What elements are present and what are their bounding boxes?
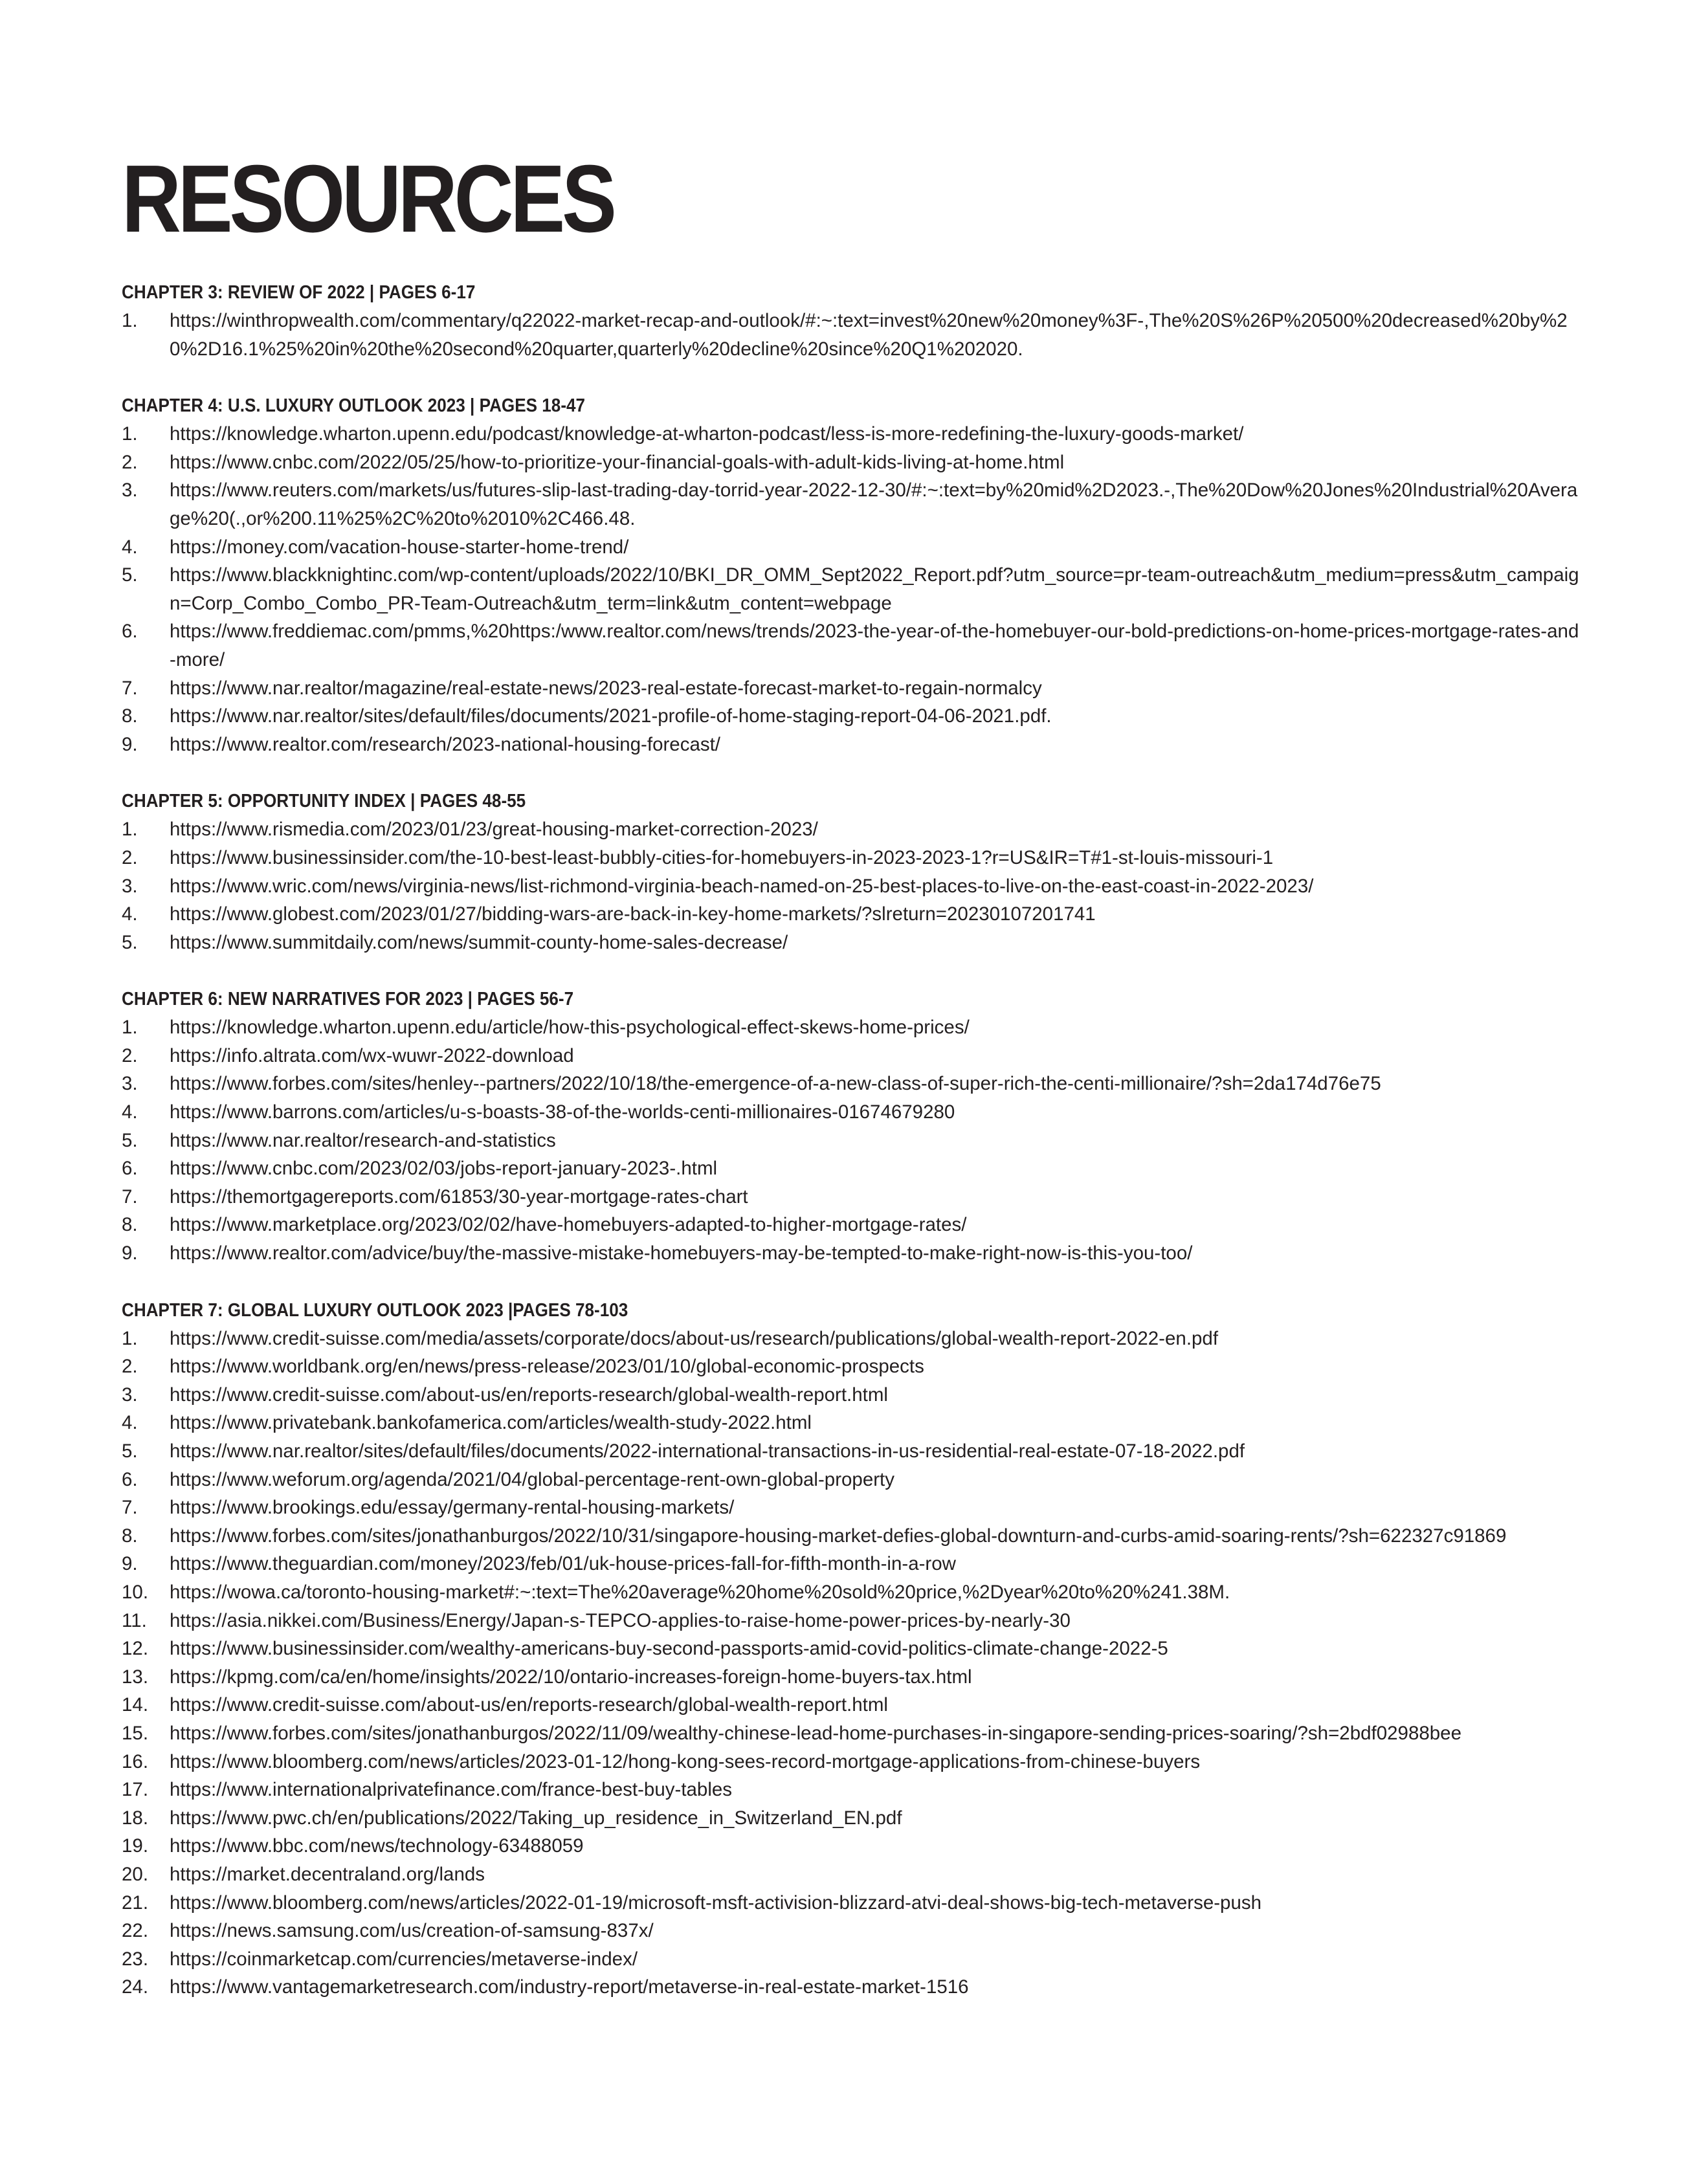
reference-item: [122, 815, 1581, 844]
reference-number: 3.: [122, 1384, 138, 1406]
reference-link[interactable]: https://www.wric.com/news/virginia-news/list-richmond-virginia-beach-named-on-25-best-places-to-live-on-the-east-coast-in-2022-2023/: [170, 875, 1314, 897]
reference-number: 6.: [122, 1468, 138, 1490]
reference-item: [122, 702, 1581, 731]
chapter-section: [122, 392, 1581, 758]
reference-item: [122, 533, 1581, 562]
reference-link[interactable]: https://news.samsung.com/us/creation-of-samsung-837x/: [170, 1920, 654, 1942]
reference-link[interactable]: https://market.decentraland.org/lands: [170, 1863, 485, 1885]
reference-link[interactable]: https://www.bloomberg.com/news/articles/2023-01-12/hong-kong-sees-record-mortgage-applications-from-chinese-buyers: [170, 1750, 1201, 1772]
reference-link[interactable]: https://asia.nikkei.com/Business/Energy/Japan-s-TEPCO-applies-to-raise-home-power-prices-by-nearly-30: [170, 1609, 1071, 1631]
reference-number: 16.: [122, 1750, 149, 1772]
reference-number: 7.: [122, 677, 138, 699]
reference-link[interactable]: https://www.nar.realtor/research-and-statistics: [170, 1129, 556, 1151]
reference-number: 22.: [122, 1920, 149, 1942]
reference-number: 5.: [122, 1129, 138, 1151]
reference-item: [122, 1325, 1581, 1353]
reference-number: 7.: [122, 1497, 138, 1519]
page-title: RESOURCES: [122, 146, 614, 252]
reference-item: [122, 872, 1581, 901]
reference-link[interactable]: https://www.marketplace.org/2023/02/02/have-homebuyers-adapted-to-higher-mortgage-rates/: [170, 1214, 967, 1236]
reference-link[interactable]: https://themortgagereports.com/61853/30-year-mortgage-rates-chart: [170, 1186, 748, 1208]
chapter-list: [122, 278, 1581, 2002]
reference-item: [122, 1466, 1581, 1494]
reference-link[interactable]: https://www.brookings.edu/essay/germany-rental-housing-markets/: [170, 1497, 735, 1519]
reference-number: 12.: [122, 1638, 149, 1660]
reference-link[interactable]: https://www.businessinsider.com/wealthy-americans-buy-second-passports-amid-covid-politics-climate-change-2022-5: [170, 1638, 1168, 1660]
reference-link[interactable]: https://www.cnbc.com/2022/05/25/how-to-prioritize-your-financial-goals-with-adult-kids-living-at-home.html: [170, 451, 1065, 473]
reference-list: [122, 1325, 1581, 2002]
reference-item: [122, 844, 1581, 872]
reference-list: [122, 420, 1581, 758]
reference-number: 1.: [122, 1017, 138, 1039]
reference-item: [122, 1211, 1581, 1239]
reference-number: 5.: [122, 1440, 138, 1462]
reference-item: [122, 1098, 1581, 1127]
reference-item: [122, 1578, 1581, 1607]
reference-item: [122, 1973, 1581, 2002]
reference-item: [122, 1776, 1581, 1804]
reference-link[interactable]: https://www.freddiemac.com/pmms,%20https:/www.realtor.com/news/trends/2023-the-year-of-the-homebuyer-our-bold-predictions-on-home-prices-mortgage-rates-and-more/: [170, 621, 1579, 670]
reference-list: [122, 815, 1581, 956]
reference-number: 2.: [122, 846, 138, 868]
reference-item: [122, 561, 1581, 617]
reference-number: 8.: [122, 1214, 138, 1236]
reference-link[interactable]: https://knowledge.wharton.upenn.edu/podcast/knowledge-at-wharton-podcast/less-is-more-redefining-the-luxury-goods-market/: [170, 423, 1244, 445]
reference-link[interactable]: https://www.forbes.com/sites/jonathanburgos/2022/10/31/singapore-housing-market-defies-global-downturn-and-curbs-amid-soaring-rents/?sh=622327c91869: [170, 1525, 1507, 1547]
reference-item: [122, 1042, 1581, 1070]
reference-number: 6.: [122, 621, 138, 643]
reference-number: 15.: [122, 1722, 149, 1744]
reference-item: [122, 1748, 1581, 1776]
chapter-heading: CHAPTER 7: GLOBAL LUXURY OUTLOOK 2023 |PAGES 78-103: [122, 1299, 628, 1321]
reference-number: 4.: [122, 536, 138, 558]
reference-link[interactable]: https://www.forbes.com/sites/jonathanburgos/2022/11/09/wealthy-chinese-lead-home-purchases-in-singapore-sending-prices-soaring/?sh=2bdf02988bee: [170, 1722, 1461, 1744]
reference-link[interactable]: https://www.nar.realtor/sites/default/files/documents/2022-international-transactions-in-us-residential-real-estate-07-18-2022.pdf: [170, 1440, 1245, 1462]
reference-link[interactable]: https://www.globest.com/2023/01/27/bidding-wars-are-back-in-key-home-markets/?slreturn=20230107201741: [170, 903, 1096, 925]
reference-item: [122, 448, 1581, 477]
reference-item: [122, 1691, 1581, 1719]
reference-number: 4.: [122, 1101, 138, 1123]
chapter-section: [122, 985, 1581, 1267]
reference-item: [122, 1719, 1581, 1748]
chapter-heading: CHAPTER 3: REVIEW OF 2022 | PAGES 6-17: [122, 282, 476, 303]
reference-link[interactable]: https://knowledge.wharton.upenn.edu/article/how-this-psychological-effect-skews-home-prices/: [170, 1017, 970, 1039]
reference-item: [122, 476, 1581, 533]
reference-item: [122, 929, 1581, 957]
reference-number: 5.: [122, 564, 138, 586]
reference-link[interactable]: https://www.nar.realtor/sites/default/files/documents/2021-profile-of-home-staging-report-04-06-2021.pdf.: [170, 705, 1052, 727]
chapter-section: [122, 278, 1581, 363]
reference-number: 1.: [122, 1327, 138, 1349]
reference-number: 7.: [122, 1186, 138, 1208]
reference-item: [122, 1860, 1581, 1889]
reference-item: [122, 1013, 1581, 1042]
reference-link[interactable]: https://www.cnbc.com/2023/02/03/jobs-report-january-2023-.html: [170, 1158, 718, 1180]
reference-link[interactable]: https://www.barrons.com/articles/u-s-boasts-38-of-the-worlds-centi-millionaires-01674679280: [170, 1101, 955, 1123]
reference-link[interactable]: https://www.privatebank.bankofamerica.com/articles/wealth-study-2022.html: [170, 1412, 812, 1434]
reference-item: [122, 1070, 1581, 1098]
reference-item: [122, 1607, 1581, 1635]
reference-link[interactable]: https://www.vantagemarketresearch.com/industry-report/metaverse-in-real-estate-market-1516: [170, 1976, 969, 1998]
reference-link[interactable]: https://www.theguardian.com/money/2023/feb/01/uk-house-prices-fall-for-fifth-month-in-a-row: [170, 1553, 956, 1575]
reference-item: [122, 1917, 1581, 1945]
reference-item: [122, 1183, 1581, 1211]
reference-number: 13.: [122, 1666, 149, 1688]
reference-number: 5.: [122, 931, 138, 953]
reference-item: [122, 1352, 1581, 1381]
chapter-heading: CHAPTER 4: U.S. LUXURY OUTLOOK 2023 | PAGES 18-47: [122, 395, 586, 417]
reference-number: 4.: [122, 1412, 138, 1434]
reference-number: 2.: [122, 1356, 138, 1378]
reference-item: [122, 1494, 1581, 1522]
reference-link[interactable]: https://www.credit-suisse.com/about-us/en/reports-research/global-wealth-report.html: [170, 1384, 888, 1406]
reference-item: [122, 674, 1581, 703]
reference-link[interactable]: https://www.credit-suisse.com/media/assets/corporate/docs/about-us/research/publications/global-wealth-report-2022-en.pdf: [170, 1327, 1219, 1349]
reference-link[interactable]: https://www.realtor.com/advice/buy/the-massive-mistake-homebuyers-may-be-tempted-to-make-right-now-is-this-you-too/: [170, 1242, 1193, 1264]
reference-number: 14.: [122, 1694, 149, 1716]
reference-link[interactable]: https://www.weforum.org/agenda/2021/04/global-percentage-rent-own-global-property: [170, 1468, 895, 1490]
resources-page: [122, 148, 1581, 2030]
reference-link[interactable]: https://info.altrata.com/wx-wuwr-2022-download: [170, 1044, 574, 1066]
reference-link[interactable]: https://www.blackknightinc.com/wp-content/uploads/2022/10/BKI_DR_OMM_Sept2022_Report.pdf?utm_source=pr-team-outreach&utm_medium=press&utm_campaign=Corp_Combo_Combo_PR-Team-Outreach&utm_term=link&utm_content=webpage: [170, 564, 1579, 614]
reference-item: [122, 1381, 1581, 1409]
reference-number: 3.: [122, 875, 138, 897]
reference-item: [122, 420, 1581, 448]
reference-list: [122, 307, 1581, 363]
reference-number: 9.: [122, 1553, 138, 1575]
reference-link[interactable]: https://wowa.ca/toronto-housing-market#:~:text=The%20average%20home%20sold%20price,%2Dyear%20to%20%241.38M.: [170, 1581, 1230, 1603]
reference-link[interactable]: https://kpmg.com/ca/en/home/insights/2022/10/ontario-increases-foreign-home-buyers-tax.html: [170, 1666, 972, 1688]
reference-item: [122, 1663, 1581, 1692]
reference-link[interactable]: https://www.worldbank.org/en/news/press-release/2023/01/10/global-economic-prospects: [170, 1356, 924, 1378]
reference-number: 9.: [122, 1242, 138, 1264]
reference-number: 3.: [122, 480, 138, 502]
reference-item: [122, 307, 1581, 363]
reference-item: [122, 1804, 1581, 1833]
reference-item: [122, 1154, 1581, 1183]
reference-number: 1.: [122, 423, 138, 445]
reference-link[interactable]: https://www.forbes.com/sites/henley--partners/2022/10/18/the-emergence-of-a-new-class-of-super-rich-the-centi-millionaire/?sh=2da174d76e75: [170, 1073, 1381, 1095]
reference-link[interactable]: https://www.pwc.ch/en/publications/2022/Taking_up_residence_in_Switzerland_EN.pdf: [170, 1807, 902, 1829]
reference-link[interactable]: https://www.reuters.com/markets/us/futures-slip-last-trading-day-torrid-year-2022-12-30/#:~:text=by%20mid%2D2023.-,The%20Dow%20Jones%20Industrial%20Average%20(.,or%200.11%25%2C%20to%2010%2C466.48.: [170, 480, 1578, 529]
reference-item: [122, 1832, 1581, 1860]
reference-link[interactable]: https://winthropwealth.com/commentary/q22022-market-recap-and-outlook/#:~:text=invest%20new%20money%3F-,The%20S%26P%20500%20decreased%20by%20%2D16.1%25%20in%20the%20second%20quarter,quarterly%20decline%20since%20Q1%202020.: [170, 310, 1568, 360]
reference-number: 2.: [122, 451, 138, 473]
reference-number: 1.: [122, 819, 138, 841]
reference-number: 20.: [122, 1863, 149, 1885]
reference-number: 8.: [122, 705, 138, 727]
reference-link[interactable]: https://www.summitdaily.com/news/summit-county-home-sales-decrease/: [170, 931, 788, 953]
reference-item: [122, 1437, 1581, 1466]
chapter-section: [122, 1296, 1581, 2002]
reference-item: [122, 1409, 1581, 1437]
reference-link[interactable]: https://www.bloomberg.com/news/articles/2022-01-19/microsoft-msft-activision-blizzard-atvi-deal-shows-big-tech-metaverse-push: [170, 1892, 1262, 1914]
chapter-section: [122, 787, 1581, 956]
reference-link[interactable]: https://www.internationalprivatefinance.com/france-best-buy-tables: [170, 1779, 733, 1801]
reference-number: 4.: [122, 903, 138, 925]
reference-item: [122, 1522, 1581, 1550]
reference-number: 19.: [122, 1835, 149, 1857]
reference-link[interactable]: https://coinmarketcap.com/currencies/metaverse-index/: [170, 1948, 638, 1970]
reference-link[interactable]: https://www.realtor.com/research/2023-national-housing-forecast/: [170, 733, 721, 755]
reference-number: 1.: [122, 310, 138, 331]
reference-number: 11.: [122, 1609, 147, 1631]
reference-item: [122, 617, 1581, 674]
reference-link[interactable]: https://www.rismedia.com/2023/01/23/great-housing-market-correction-2023/: [170, 819, 818, 841]
reference-number: 17.: [122, 1779, 149, 1801]
reference-item: [122, 1550, 1581, 1578]
reference-list: [122, 1013, 1581, 1267]
reference-item: [122, 1127, 1581, 1155]
reference-link[interactable]: https://www.nar.realtor/magazine/real-estate-news/2023-real-estate-forecast-market-to-regain-normalcy: [170, 677, 1042, 699]
reference-number: 2.: [122, 1044, 138, 1066]
reference-item: [122, 1635, 1581, 1663]
reference-item: [122, 900, 1581, 929]
reference-link[interactable]: https://money.com/vacation-house-starter-home-trend/: [170, 536, 629, 558]
reference-number: 23.: [122, 1948, 149, 1970]
reference-link[interactable]: https://www.businessinsider.com/the-10-best-least-bubbly-cities-for-homebuyers-in-2023-2023-1?r=US&IR=T#1-st-louis-missouri-1: [170, 846, 1274, 868]
reference-number: 21.: [122, 1892, 149, 1914]
reference-item: [122, 1239, 1581, 1268]
reference-number: 8.: [122, 1525, 138, 1547]
reference-number: 10.: [122, 1581, 149, 1603]
reference-item: [122, 731, 1581, 759]
reference-item: [122, 1945, 1581, 1974]
reference-link[interactable]: https://www.credit-suisse.com/about-us/en/reports-research/global-wealth-report.html: [170, 1694, 888, 1716]
chapter-heading: CHAPTER 6: NEW NARRATIVES FOR 2023 | PAGES 56-7: [122, 989, 574, 1010]
reference-link[interactable]: https://www.bbc.com/news/technology-63488059: [170, 1835, 584, 1857]
reference-item: [122, 1889, 1581, 1917]
reference-number: 18.: [122, 1807, 149, 1829]
reference-number: 24.: [122, 1976, 149, 1998]
reference-number: 9.: [122, 733, 138, 755]
reference-number: 3.: [122, 1073, 138, 1095]
reference-number: 6.: [122, 1158, 138, 1180]
chapter-heading: CHAPTER 5: OPPORTUNITY INDEX | PAGES 48-55: [122, 791, 526, 812]
